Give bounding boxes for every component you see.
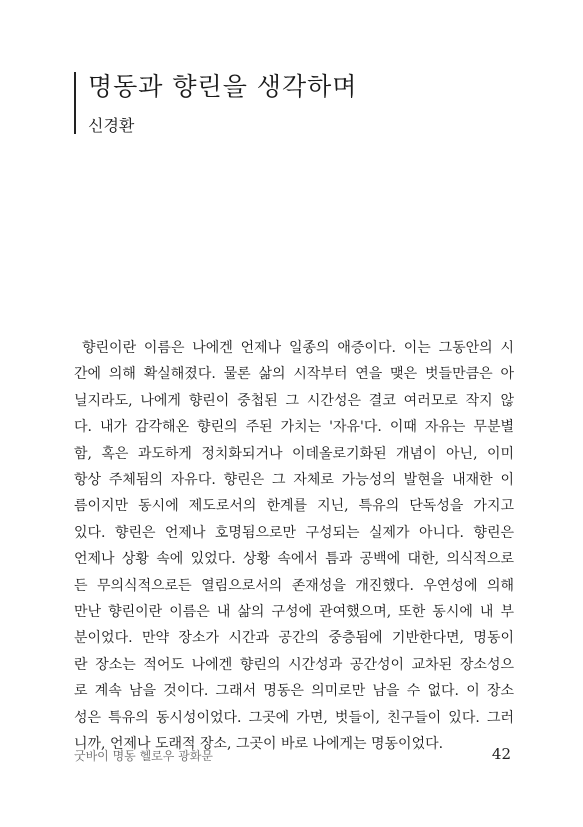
body-line: 다. 내가 감각해온 향린의 주된 가치는 '자유'다. 이때 자유는 무분별 xyxy=(74,419,514,436)
body-line: 니까, 언제나 도래적 장소, 그곳이 바로 나에게는 명동이었다. xyxy=(74,736,444,753)
body-line: 함, 혹은 과도하게 정치화되거나 이데올로기화된 개념이 아닌, 이미 xyxy=(74,445,514,462)
author-name: 신경환 xyxy=(88,116,135,135)
body-text xyxy=(74,335,514,758)
running-footer-book-title: 굿바이 명동 헬로우 광화문 xyxy=(74,749,213,763)
page-title: 명동과 향린을 생각하며 xyxy=(88,72,358,101)
page-number: 42 xyxy=(491,745,511,763)
body-line: 항상 주체됨의 자유다. 향린은 그 자체로 가능성의 발현을 내재한 이 xyxy=(74,472,514,489)
body-line: 로 계속 남을 것이다. 그래서 명동은 의미로만 남을 수 없다. 이 장소 xyxy=(74,683,514,700)
body-line: 간에 의해 확실해졌다. 물론 삶의 시작부터 연을 맺은 벗들만큼은 아 xyxy=(74,366,514,383)
body-line: 향린이란 이름은 나에겐 언제나 일종의 애증이다. 이는 그동안의 시 xyxy=(82,340,514,356)
body-line: 란 장소는 적어도 나에겐 향린의 시간성과 공간성이 교차된 장소성으 xyxy=(74,656,514,673)
body-line: 있다. 향린은 언제나 호명됨으로만 구성되는 실제가 아니다. 향린은 xyxy=(74,524,514,541)
body-line: 언제나 상황 속에 있었다. 상황 속에서 틈과 공백에 대한, 의식적으로 xyxy=(74,551,514,568)
body-line: 름이지만 동시에 제도로서의 한계를 지닌, 특유의 단독성을 가지고 xyxy=(74,498,514,515)
body-line: 분이었다. 만약 장소가 시간과 공간의 중층됨에 기반한다면, 명동이 xyxy=(74,630,514,647)
body-line: 든 무의식적으로든 열림으로서의 존재성을 개진했다. 우연성에 의해 xyxy=(74,577,514,594)
title-rule xyxy=(74,72,76,134)
body-line: 성은 특유의 동시성이었다. 그곳에 가면, 벗들이, 친구들이 있다. 그러 xyxy=(74,709,514,726)
body-line: 만난 향린이란 이름은 내 삶의 구성에 관여했으며, 또한 동시에 내 부 xyxy=(74,604,514,621)
body-line: 닐지라도, 나에게 향린이 중첩된 그 시간성은 결코 여러모로 작지 않 xyxy=(74,392,514,409)
